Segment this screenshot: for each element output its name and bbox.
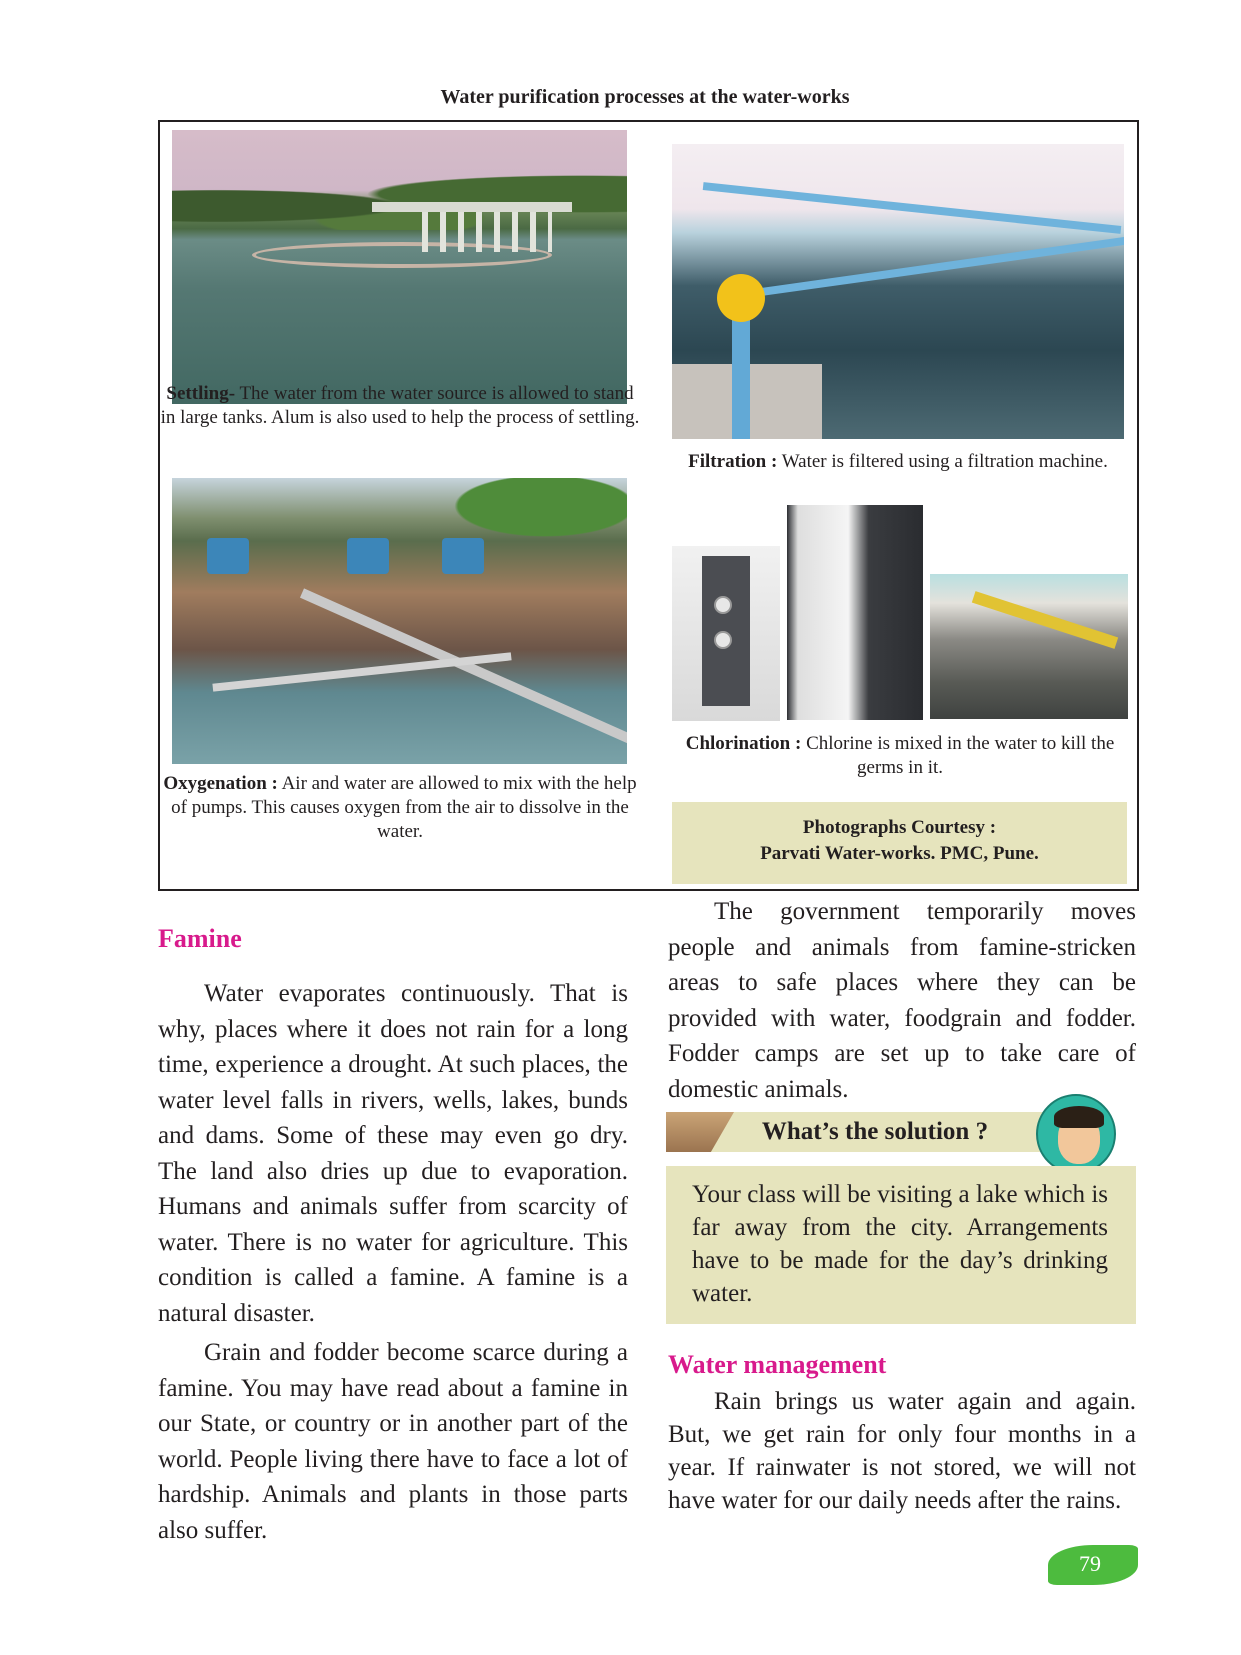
chlorination-label: Chlorination :: [685, 733, 802, 754]
boy-avatar-icon: [1036, 1094, 1116, 1174]
photo-box-title: Water purification processes at the water-works: [440, 86, 850, 108]
courtesy-line-2: Parvati Water-works. PMC, Pune.: [760, 843, 1039, 864]
filtration-text: Water is filtered using a filtration machine.: [781, 451, 1108, 472]
famine-paragraph-3: The government temporarily moves people and animals from famine-stricken areas to safe places where they can be provided with water, foodgrain and fodder. Fodder camps are set up to take care of domestic animals.: [668, 898, 1136, 1103]
chlorination-plant-photo: [930, 574, 1128, 719]
page-number-badge: [1048, 1545, 1138, 1585]
oxygenation-photo: [172, 478, 627, 764]
filtration-label: Filtration :: [688, 451, 778, 472]
oxygenation-caption: [160, 772, 640, 844]
settling-photo: [172, 130, 627, 404]
filtration-photo: [672, 144, 1124, 439]
chlorination-text: Chlorine is mixed in the water to kill the germs in it.: [806, 733, 1115, 778]
water-management-heading: Water management: [668, 1350, 887, 1379]
page-number: 79: [1079, 1551, 1101, 1576]
chlorination-caption: [680, 732, 1120, 780]
photographs-courtesy: [672, 802, 1127, 884]
settling-label: Settling-: [166, 383, 236, 404]
chlorinator-photo: [672, 546, 780, 721]
settling-text: The water from the water source is allowed to stand in large tanks. Alum is also used to help the process of settling.: [160, 383, 640, 428]
famine-paragraph-1: Water evaporates continuously. That is why, places where it does not rain for a long time, experience a drought. At such places, the water level falls in rivers, wells, lakes, bunds and dams. Some of these may even go dry. The land also dries up due to evaporation. Humans and animals suffer from scarcity of water. There is no water for agriculture. This condition is called a famine. A famine is a natural disaster.: [158, 980, 628, 1327]
solution-title: What’s the solution ?: [761, 1118, 989, 1145]
solution-text: Your class will be visiting a lake which is far away from the city. Arrangements have to be made for the day’s drinking water.: [666, 1166, 1136, 1324]
filtration-caption: [658, 450, 1138, 474]
settling-caption: [160, 382, 640, 430]
oxygenation-label: Oxygenation :: [163, 773, 278, 794]
famine-heading: Famine: [158, 924, 242, 953]
courtesy-line-1: Photographs Courtesy :: [802, 817, 997, 838]
chlorination-cabinet-photo: [787, 505, 923, 720]
photo-box: [158, 120, 1139, 891]
oxygenation-text: Air and water are allowed to mix with the help of pumps. This causes oxygen from the air to dissolve in the water.: [171, 773, 637, 842]
famine-paragraph-2: Grain and fodder become scarce during a famine. You may have read about a famine in our State, or country or in another part of the world. People living there have to face a lot of hardship. Animals and plants in those parts also suffer.: [158, 1339, 628, 1544]
water-management-paragraph: Rain brings us water again and again. But, we get rain for only four months in a year. If rainwater is not stored, we will not have water for our daily needs after the rains.: [668, 1388, 1136, 1514]
